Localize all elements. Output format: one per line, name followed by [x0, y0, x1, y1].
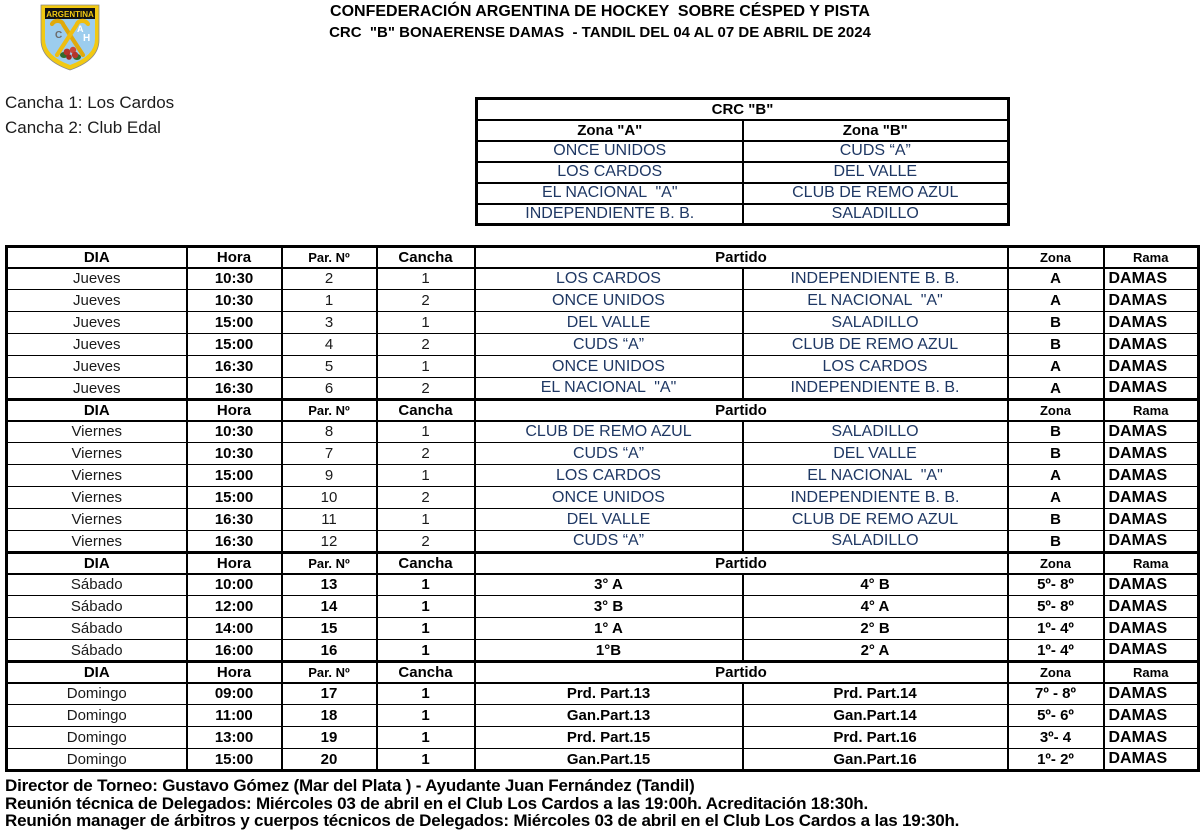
schedule-cell-away-team: 4° B — [743, 574, 1008, 596]
schedule-header-row — [7, 400, 1199, 421]
schedule-cell-match-number: 4 — [282, 334, 377, 356]
schedule-column-header: Cancha — [377, 247, 475, 268]
schedule-cell-away-team: INDEPENDIENTE B. B. — [743, 378, 1008, 400]
schedule-cell-away-team: 4° A — [743, 596, 1008, 618]
schedule-cell-zone: A — [1008, 487, 1104, 509]
schedule-cell-match-number: 14 — [282, 596, 377, 618]
schedule-cell-away-team: INDEPENDIENTE B. B. — [743, 487, 1008, 509]
schedule-header-row — [7, 553, 1199, 574]
schedule-cell-field: 2 — [377, 531, 475, 553]
schedule-column-header: Par. Nº — [282, 662, 377, 683]
schedule-cell-zone: B — [1008, 421, 1104, 443]
zone-team-cell: DEL VALLE — [743, 162, 1009, 183]
schedule-cell-field: 1 — [377, 749, 475, 771]
schedule-cell-away-team: Gan.Part.14 — [743, 705, 1008, 727]
schedule-cell-match-number: 10 — [282, 487, 377, 509]
schedule-cell-field: 1 — [377, 596, 475, 618]
schedule-cell-branch: DAMAS — [1104, 378, 1199, 400]
schedule-column-header: Rama — [1104, 247, 1199, 268]
schedule-column-header: Zona — [1008, 662, 1104, 683]
schedule-column-header: Rama — [1104, 662, 1199, 683]
schedule-header-row — [7, 247, 1199, 268]
schedule-cell-zone: 5º- 8º — [1008, 596, 1104, 618]
schedule-cell-match-number: 17 — [282, 683, 377, 705]
schedule-cell-branch: DAMAS — [1104, 749, 1199, 771]
schedule-cell-branch: DAMAS — [1104, 334, 1199, 356]
schedule-column-header: Zona — [1008, 247, 1104, 268]
schedule-column-header: Partido — [475, 553, 1008, 574]
schedule-cell-home-team: ONCE UNIDOS — [475, 290, 743, 312]
zones-row — [477, 141, 1009, 162]
zone-team-cell: CUDS “A” — [743, 141, 1009, 162]
schedule-row — [7, 574, 1199, 596]
schedule-cell-day: Viernes — [7, 421, 187, 443]
schedule-cell-branch: DAMAS — [1104, 705, 1199, 727]
schedule-cell-time: 12:00 — [187, 596, 282, 618]
schedule-row — [7, 705, 1199, 727]
schedule-cell-zone: A — [1008, 356, 1104, 378]
schedule-cell-zone: 3º- 4 — [1008, 727, 1104, 749]
schedule-cell-day: Jueves — [7, 312, 187, 334]
schedule-cell-branch: DAMAS — [1104, 531, 1199, 553]
schedule-column-header: Cancha — [377, 662, 475, 683]
footer-note-line: Director de Torneo: Gustavo Gómez (Mar del Plata ) - Ayudante Juan Fernández (Tandil) — [5, 776, 695, 795]
schedule-row — [7, 290, 1199, 312]
zone-team-cell: SALADILLO — [743, 204, 1009, 225]
schedule-column-header: Zona — [1008, 553, 1104, 574]
schedule-row — [7, 683, 1199, 705]
schedule-cell-time: 10:30 — [187, 443, 282, 465]
schedule-cell-away-team: SALADILLO — [743, 421, 1008, 443]
schedule-cell-time: 16:30 — [187, 531, 282, 553]
schedule-cell-zone: 1º- 4º — [1008, 640, 1104, 662]
schedule-cell-branch: DAMAS — [1104, 683, 1199, 705]
schedule-cell-time: 15:00 — [187, 312, 282, 334]
schedule-column-header: Rama — [1104, 400, 1199, 421]
zone-team-cell: LOS CARDOS — [477, 162, 743, 183]
schedule-cell-home-team: 1° A — [475, 618, 743, 640]
schedule-cell-away-team: DEL VALLE — [743, 443, 1008, 465]
zones-table-body — [477, 141, 1009, 225]
schedule-cell-day: Jueves — [7, 334, 187, 356]
schedule-cell-match-number: 5 — [282, 356, 377, 378]
schedule-cell-home-team: 3° B — [475, 596, 743, 618]
schedule-cell-zone: B — [1008, 531, 1104, 553]
schedule-column-header: DIA — [7, 400, 187, 421]
zone-team-cell: INDEPENDIENTE B. B. — [477, 204, 743, 225]
schedule-cell-home-team: Gan.Part.13 — [475, 705, 743, 727]
schedule-cell-branch: DAMAS — [1104, 596, 1199, 618]
schedule-row — [7, 618, 1199, 640]
schedule-cell-day: Jueves — [7, 268, 187, 290]
schedule-cell-zone: A — [1008, 290, 1104, 312]
schedule-cell-home-team: CUDS “A” — [475, 443, 743, 465]
schedule-cell-day: Domingo — [7, 749, 187, 771]
schedule-cell-zone: 1º- 2º — [1008, 749, 1104, 771]
schedule-cell-field: 1 — [377, 705, 475, 727]
schedule-cell-time: 15:00 — [187, 465, 282, 487]
schedule-cell-branch: DAMAS — [1104, 509, 1199, 531]
schedule-cell-field: 1 — [377, 509, 475, 531]
schedule-cell-day: Viernes — [7, 443, 187, 465]
schedule-cell-field: 1 — [377, 618, 475, 640]
schedule-cell-branch: DAMAS — [1104, 465, 1199, 487]
schedule-cell-zone: B — [1008, 443, 1104, 465]
schedule-cell-field: 1 — [377, 268, 475, 290]
schedule-column-header: Partido — [475, 662, 1008, 683]
schedule-cell-match-number: 11 — [282, 509, 377, 531]
venue-list — [5, 90, 174, 140]
schedule-cell-branch: DAMAS — [1104, 312, 1199, 334]
schedule-cell-home-team: Gan.Part.15 — [475, 749, 743, 771]
schedule-cell-zone: 5º- 6º — [1008, 705, 1104, 727]
schedule-cell-field: 2 — [377, 487, 475, 509]
schedule-cell-away-team: Prd. Part.16 — [743, 727, 1008, 749]
schedule-cell-day: Sábado — [7, 596, 187, 618]
schedule-cell-time: 14:00 — [187, 618, 282, 640]
schedule-cell-match-number: 3 — [282, 312, 377, 334]
title-line-1: CONFEDERACIÓN ARGENTINA DE HOCKEY SOBRE CÉSPED Y PISTA — [330, 3, 870, 20]
schedule-cell-away-team: EL NACIONAL "A" — [743, 465, 1008, 487]
schedule-column-header: Partido — [475, 247, 1008, 268]
schedule-cell-match-number: 1 — [282, 290, 377, 312]
schedule-row — [7, 487, 1199, 509]
schedule-cell-time: 16:30 — [187, 378, 282, 400]
schedule-cell-time: 10:30 — [187, 290, 282, 312]
zone-team-cell: ONCE UNIDOS — [477, 141, 743, 162]
schedule-cell-match-number: 19 — [282, 727, 377, 749]
schedule-row — [7, 531, 1199, 553]
footer-note-line: Reunión manager de árbitros y cuerpos técnicos de Delegados: Miércoles 03 de abril en el Club Los Cardos a las 19:30h. — [5, 811, 960, 830]
zones-table-title: CRC "B" — [477, 99, 1009, 120]
schedule-cell-away-team: INDEPENDIENTE B. B. — [743, 268, 1008, 290]
schedule-cell-away-team: EL NACIONAL "A" — [743, 290, 1008, 312]
schedule-cell-time: 16:00 — [187, 640, 282, 662]
zones-row — [477, 204, 1009, 225]
svg-text:A: A — [77, 24, 84, 34]
schedule-column-header: Cancha — [377, 400, 475, 421]
schedule-row — [7, 509, 1199, 531]
logo-country-label: ARGENTINA — [46, 9, 94, 19]
schedule-column-header: Partido — [475, 400, 1008, 421]
schedule-column-header: Hora — [187, 247, 282, 268]
schedule-cell-zone: 5º- 8º — [1008, 574, 1104, 596]
schedule-column-header: Hora — [187, 553, 282, 574]
schedule-cell-away-team: CLUB DE REMO AZUL — [743, 334, 1008, 356]
schedule-cell-home-team: Prd. Part.13 — [475, 683, 743, 705]
schedule-row — [7, 727, 1199, 749]
schedule-cell-zone: B — [1008, 312, 1104, 334]
schedule-cell-branch: DAMAS — [1104, 290, 1199, 312]
schedule-row — [7, 640, 1199, 662]
schedule-cell-time: 10:30 — [187, 268, 282, 290]
schedule-cell-branch: DAMAS — [1104, 443, 1199, 465]
schedule-cell-day: Domingo — [7, 683, 187, 705]
schedule-cell-time: 13:00 — [187, 727, 282, 749]
schedule-cell-day: Domingo — [7, 705, 187, 727]
schedule-table — [5, 245, 1200, 772]
schedule-cell-branch: DAMAS — [1104, 618, 1199, 640]
schedule-cell-branch: DAMAS — [1104, 268, 1199, 290]
zone-team-cell: CLUB DE REMO AZUL — [743, 183, 1009, 204]
schedule-cell-home-team: 1°B — [475, 640, 743, 662]
schedule-cell-home-team: CLUB DE REMO AZUL — [475, 421, 743, 443]
footer-notes — [5, 777, 959, 830]
schedule-cell-zone: B — [1008, 334, 1104, 356]
schedule-cell-zone: 1º- 4º — [1008, 618, 1104, 640]
schedule-column-header: Hora — [187, 400, 282, 421]
schedule-cell-day: Domingo — [7, 727, 187, 749]
schedule-cell-branch: DAMAS — [1104, 727, 1199, 749]
schedule-column-header: Rama — [1104, 553, 1199, 574]
schedule-cell-field: 1 — [377, 683, 475, 705]
schedule-cell-match-number: 8 — [282, 421, 377, 443]
schedule-row — [7, 443, 1199, 465]
schedule-cell-match-number: 15 — [282, 618, 377, 640]
schedule-cell-home-team: Prd. Part.15 — [475, 727, 743, 749]
svg-text:H: H — [83, 33, 91, 44]
schedule-cell-branch: DAMAS — [1104, 487, 1199, 509]
schedule-cell-away-team: CLUB DE REMO AZUL — [743, 509, 1008, 531]
schedule-row — [7, 749, 1199, 771]
schedule-cell-match-number: 7 — [282, 443, 377, 465]
schedule-table-body — [7, 247, 1199, 771]
schedule-cell-zone: A — [1008, 268, 1104, 290]
schedule-cell-day: Sábado — [7, 574, 187, 596]
schedule-cell-day: Sábado — [7, 618, 187, 640]
zones-row — [477, 162, 1009, 183]
schedule-cell-away-team: 2° B — [743, 618, 1008, 640]
schedule-cell-match-number: 9 — [282, 465, 377, 487]
schedule-cell-away-team: Prd. Part.14 — [743, 683, 1008, 705]
zones-title-row — [477, 99, 1009, 120]
schedule-cell-branch: DAMAS — [1104, 356, 1199, 378]
schedule-cell-time: 10:30 — [187, 421, 282, 443]
schedule-cell-home-team: 3° A — [475, 574, 743, 596]
venue-line-1: Cancha 1: Los Cardos — [5, 93, 175, 112]
schedule-cell-field: 1 — [377, 356, 475, 378]
schedule-cell-match-number: 16 — [282, 640, 377, 662]
schedule-cell-time: 16:30 — [187, 509, 282, 531]
zones-header-row — [477, 120, 1009, 141]
schedule-cell-match-number: 12 — [282, 531, 377, 553]
schedule-cell-field: 1 — [377, 312, 475, 334]
schedule-cell-home-team: CUDS “A” — [475, 334, 743, 356]
schedule-cell-day: Viernes — [7, 465, 187, 487]
schedule-row — [7, 356, 1199, 378]
schedule-cell-zone: A — [1008, 378, 1104, 400]
zones-table — [475, 97, 1010, 226]
schedule-cell-day: Viernes — [7, 509, 187, 531]
schedule-cell-time: 11:00 — [187, 705, 282, 727]
schedule-column-header: Cancha — [377, 553, 475, 574]
schedule-cell-branch: DAMAS — [1104, 574, 1199, 596]
schedule-cell-zone: A — [1008, 465, 1104, 487]
zones-row — [477, 183, 1009, 204]
schedule-column-header: DIA — [7, 662, 187, 683]
schedule-column-header: Hora — [187, 662, 282, 683]
schedule-column-header: DIA — [7, 553, 187, 574]
schedule-row — [7, 465, 1199, 487]
schedule-column-header: Par. Nº — [282, 553, 377, 574]
schedule-cell-time: 15:00 — [187, 749, 282, 771]
schedule-row — [7, 378, 1199, 400]
schedule-cell-field: 1 — [377, 574, 475, 596]
schedule-cell-field: 1 — [377, 421, 475, 443]
schedule-row — [7, 596, 1199, 618]
schedule-cell-home-team: DEL VALLE — [475, 312, 743, 334]
schedule-cell-away-team: Gan.Part.16 — [743, 749, 1008, 771]
schedule-row — [7, 268, 1199, 290]
title-line-2: CRC "B" BONAERENSE DAMAS - TANDIL DEL 04 AL 07 DE ABRIL DE 2024 — [329, 24, 871, 41]
schedule-cell-field: 2 — [377, 334, 475, 356]
schedule-header-row — [7, 662, 1199, 683]
schedule-column-header: Par. Nº — [282, 400, 377, 421]
schedule-cell-match-number: 20 — [282, 749, 377, 771]
schedule-cell-away-team: 2° A — [743, 640, 1008, 662]
schedule-cell-day: Viernes — [7, 487, 187, 509]
schedule-row — [7, 334, 1199, 356]
schedule-cell-zone: 7º - 8º — [1008, 683, 1104, 705]
schedule-cell-time: 10:00 — [187, 574, 282, 596]
schedule-cell-day: Jueves — [7, 378, 187, 400]
schedule-cell-away-team: LOS CARDOS — [743, 356, 1008, 378]
schedule-cell-field: 1 — [377, 727, 475, 749]
schedule-cell-time: 16:30 — [187, 356, 282, 378]
schedule-cell-time: 15:00 — [187, 334, 282, 356]
schedule-cell-field: 1 — [377, 465, 475, 487]
schedule-cell-day: Viernes — [7, 531, 187, 553]
schedule-cell-match-number: 18 — [282, 705, 377, 727]
schedule-column-header: Par. Nº — [282, 247, 377, 268]
schedule-cell-time: 15:00 — [187, 487, 282, 509]
zone-b-header: Zona "B" — [743, 120, 1009, 141]
schedule-row — [7, 421, 1199, 443]
schedule-cell-home-team: ONCE UNIDOS — [475, 356, 743, 378]
schedule-cell-home-team: EL NACIONAL "A" — [475, 378, 743, 400]
schedule-cell-branch: DAMAS — [1104, 640, 1199, 662]
schedule-cell-home-team: ONCE UNIDOS — [475, 487, 743, 509]
schedule-cell-field: 2 — [377, 378, 475, 400]
schedule-cell-match-number: 6 — [282, 378, 377, 400]
schedule-cell-field: 2 — [377, 290, 475, 312]
schedule-column-header: DIA — [7, 247, 187, 268]
schedule-cell-away-team: SALADILLO — [743, 531, 1008, 553]
schedule-cell-day: Jueves — [7, 290, 187, 312]
schedule-row — [7, 312, 1199, 334]
svg-text:C: C — [55, 30, 63, 41]
venue-line-2: Cancha 2: Club Edal — [5, 118, 161, 137]
schedule-cell-home-team: CUDS “A” — [475, 531, 743, 553]
zone-a-header: Zona "A" — [477, 120, 743, 141]
schedule-cell-day: Sábado — [7, 640, 187, 662]
schedule-cell-zone: B — [1008, 509, 1104, 531]
schedule-cell-home-team: LOS CARDOS — [475, 268, 743, 290]
schedule-cell-home-team: DEL VALLE — [475, 509, 743, 531]
schedule-cell-match-number: 13 — [282, 574, 377, 596]
schedule-cell-home-team: LOS CARDOS — [475, 465, 743, 487]
schedule-cell-branch: DAMAS — [1104, 421, 1199, 443]
zone-team-cell: EL NACIONAL "A" — [477, 183, 743, 204]
schedule-cell-day: Jueves — [7, 356, 187, 378]
schedule-column-header: Zona — [1008, 400, 1104, 421]
schedule-cell-field: 2 — [377, 443, 475, 465]
schedule-cell-field: 1 — [377, 640, 475, 662]
schedule-cell-time: 09:00 — [187, 683, 282, 705]
page-title — [0, 3, 1200, 41]
footer-note-line: Reunión técnica de Delegados: Miércoles 03 de abril en el Club Los Cardos a las 19:00h. Acreditación 18:30h. — [5, 793, 868, 813]
schedule-cell-match-number: 2 — [282, 268, 377, 290]
schedule-cell-away-team: SALADILLO — [743, 312, 1008, 334]
